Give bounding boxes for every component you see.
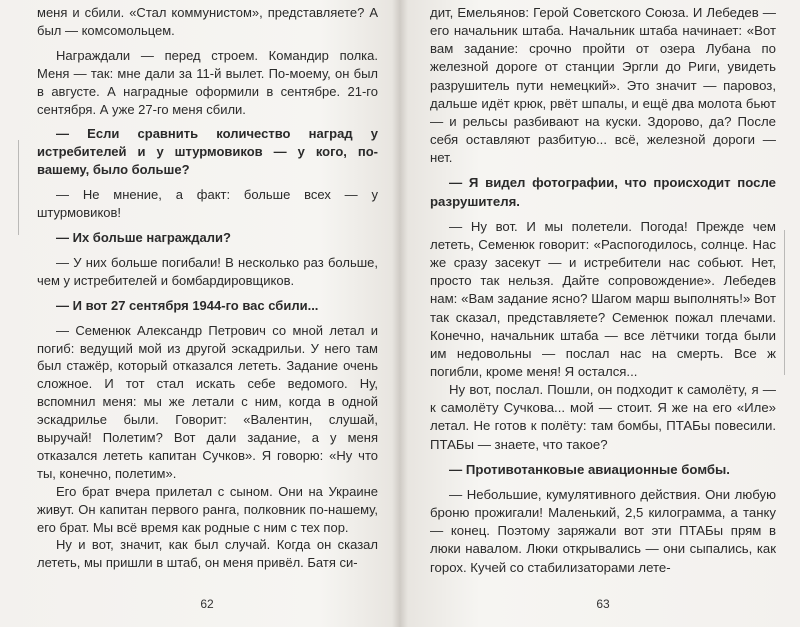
question-paragraph: — Если сравнить количество наград у истребителей и у штурмовиков — у кого, по-вашему, было больше? xyxy=(37,126,378,178)
question-paragraph: — Противотанковые авиационные бомбы. xyxy=(449,461,730,477)
right-page-text xyxy=(430,4,776,577)
paragraph: — Ну вот. И мы полетели. Погода! Прежде чем лететь, Семенюк говорит: «Распогодилось, солнце. Нас же сразу засекут — и истребители нас собьют. Нет, просто так нельзя. Дайте сопровождение». Лебедев нам: «Вам задание ясно? Шагом марш выполнять!» Вот так сказал, представляете? Семенюк пожал плечами. Конечно, начальник штаба — все лётчики тогда были им недовольны — послал нас на смерть. Все ж погибли, кроме меня! Я остался... xyxy=(430,218,776,379)
paragraph: — Не мнение, а факт: больше всех — у штурмовиков! xyxy=(37,187,378,221)
paragraph: меня и сбили. «Стал коммунистом», представляете? А был — комсомольцем. xyxy=(37,5,378,38)
paragraph: — У них больше погибали! В несколько раз больше, чем у истребителей и бомбардировщиков. xyxy=(37,254,378,288)
question-paragraph: — И вот 27 сентября 1944-го вас сбили... xyxy=(56,297,319,313)
question-paragraph: — Их больше награждали? xyxy=(56,229,231,245)
question-paragraph: — Я видел фотографии, что происходит после разрушителя. xyxy=(430,175,776,209)
paragraph: Награждали — перед строем. Командир полка. Меня — так: мне дали за 11-й вылет. По-моему, он был в августе. А наградные оформили в сентябре. 21-го сентября. А уже 27-го меня сбили. xyxy=(37,47,378,117)
pencil-margin-mark xyxy=(18,140,19,235)
left-page-text xyxy=(37,4,378,572)
paragraph: Его брат вчера прилетал с сыном. Они на Украине живут. Он капитан первого ранга, полковник по-нашему, его брат. Мы всё время как родные с ним с тех пор. xyxy=(37,483,378,535)
paragraph: — Семенюк Александр Петрович со мной летал и погиб: ведущий мой из другой эскадрильи. У него там был стажёр, который отказался лететь. Задание очень сложное. И тот стал искать себе ведомого. Ну, вспомнил меня: мы же летали с ним, когда в одной эскадрилье были. Говорит: «Валентин, слушай, выручай! Полетим? Вот дали задание, а у меня отказался лететь капитан Сучков». Я говорю: «Ну что ты, конечно, полетим». xyxy=(37,322,378,481)
page-number: 62 xyxy=(200,597,214,611)
paragraph: Ну вот, послал. Пошли, он подходит к самолёту, я — к самолёту Сучкова... мой — стоит. Я же на его «Иле» летал. Не готов к полёту: там бомбы, ПТАБы повесили. ПТАБы — знаете, что такое? xyxy=(430,382,776,452)
paragraph: дит, Емельянов: Герой Советского Союза. И Лебедев — его начальник штаба. Начальник штаба начинает: «Вот вам задание: срочно пройти от озера Лубана по железной дороге от станции Эргли до Риги, увидеть разрушитель пути немецкий». Это значит — паровоз, дальше идёт крюк, рвёт шпалы, и ещё два молота бьют — и рельсы разбивают на куски. Здорово, да? После себя оставляют разбитую... всё, железной дороги — нет. xyxy=(430,5,776,166)
paragraph: Ну и вот, значит, как был случай. Когда он сказал лететь, мы пришли в штаб, он меня привёл. Батя си- xyxy=(37,537,378,571)
page-number: 63 xyxy=(596,597,610,611)
pencil-margin-mark xyxy=(784,230,785,375)
paragraph: — Небольшие, кумулятивного действия. Они любую броню прожигали! Маленький, 2,5 килограмма, а танку — конец. Поэтому заряжали вот эти ПТАБы прям в люки навалом. Люки открывались — они сыпались, как горох. Кучей со стабилизаторами лете- xyxy=(430,486,776,575)
right-page xyxy=(400,0,800,627)
